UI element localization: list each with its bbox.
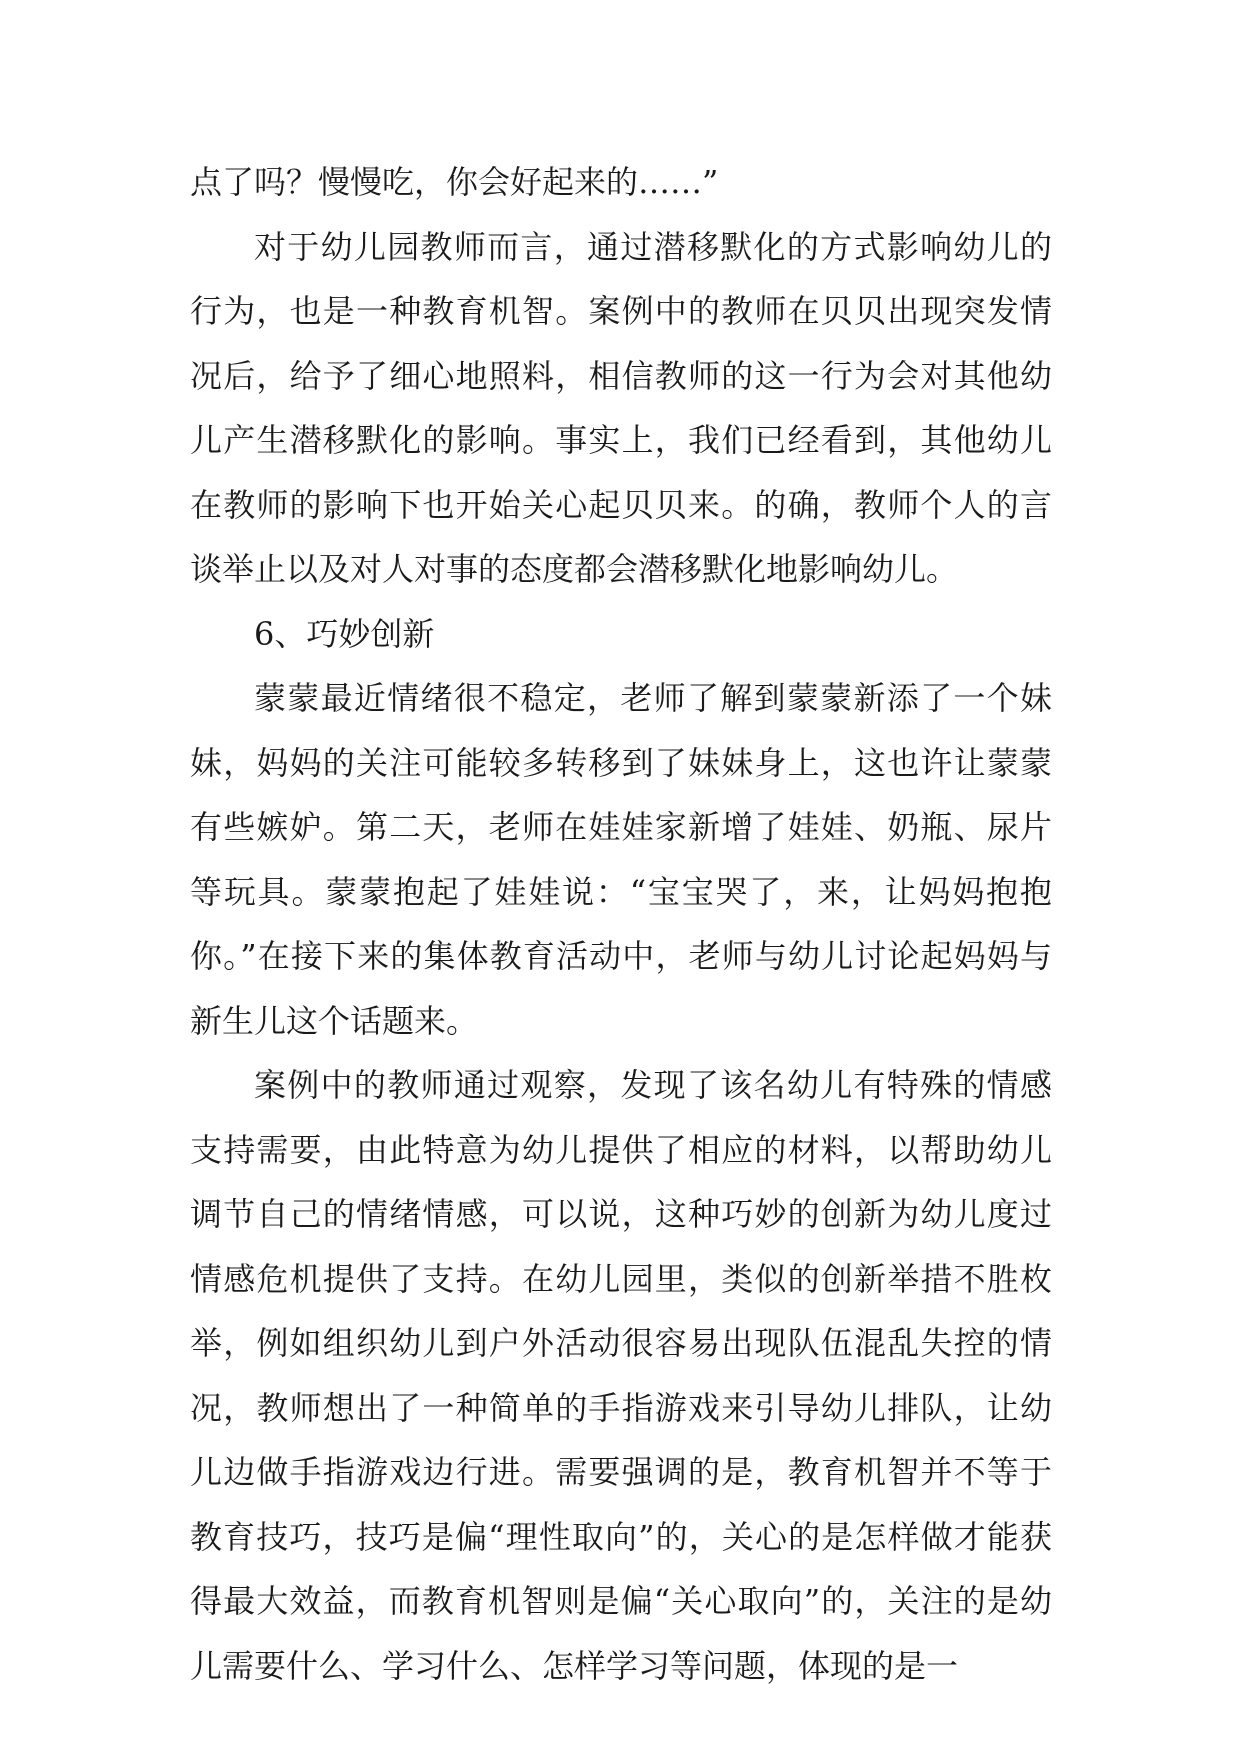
paragraph-continuation: 点了吗？慢慢吃，你会好起来的……”: [190, 163, 719, 201]
document-body: [190, 150, 1052, 1698]
paragraph-teacher-influence: 对于幼儿园教师而言，通过潜移默化的方式影响幼儿的行为，也是一种教育机智。案例中的教师在贝贝出现突发情况后，给予了细心地照料，相信教师的这一行为会对其他幼儿产生潜移默化的影响。事实上，我们已经看到，其他幼儿在教师的影响下也开始关心起贝贝来。的确，教师个人的言谈举止以及对人对事的态度都会潜移默化地影响幼儿。: [190, 227, 1052, 588]
paragraph-mengmeng-case: 蒙蒙最近情绪很不稳定，老师了解到蒙蒙新添了一个妹妹，妈妈的关注可能较多转移到了妹妹身上，这也许让蒙蒙有些嫉妒。第二天，老师在娃娃家新增了娃娃、奶瓶、尿片等玩具。蒙蒙抱起了娃娃说：“宝宝哭了，来，让妈妈抱抱你。”在接下来的集体教育活动中，老师与幼儿讨论起妈妈与新生儿这个话题来。: [190, 679, 1052, 1040]
section-heading-clever-innovation: 6、巧妙创新: [254, 614, 435, 653]
paragraph-case-analysis: 案例中的教师通过观察，发现了该名幼儿有特殊的情感支持需要，由此特意为幼儿提供了相应的材料，以帮助幼儿调节自己的情绪情感，可以说，这种巧妙的创新为幼儿度过情感危机提供了支持。在幼儿园里，类似的创新举措不胜枚举，例如组织幼儿到户外活动很容易出现队伍混乱失控的情况，教师想出了一种简单的手指游戏来引导幼儿排队，让幼儿边做手指游戏边行进。需要强调的是，教育机智并不等于教育技巧，技巧是偏“理性取向”的，关心的是怎样做才能获得最大效益，而教育机智则是偏“关心取向”的，关注的是幼儿需要什么、学习什么、怎样学习等问题，体现的是一: [190, 1066, 1052, 1685]
